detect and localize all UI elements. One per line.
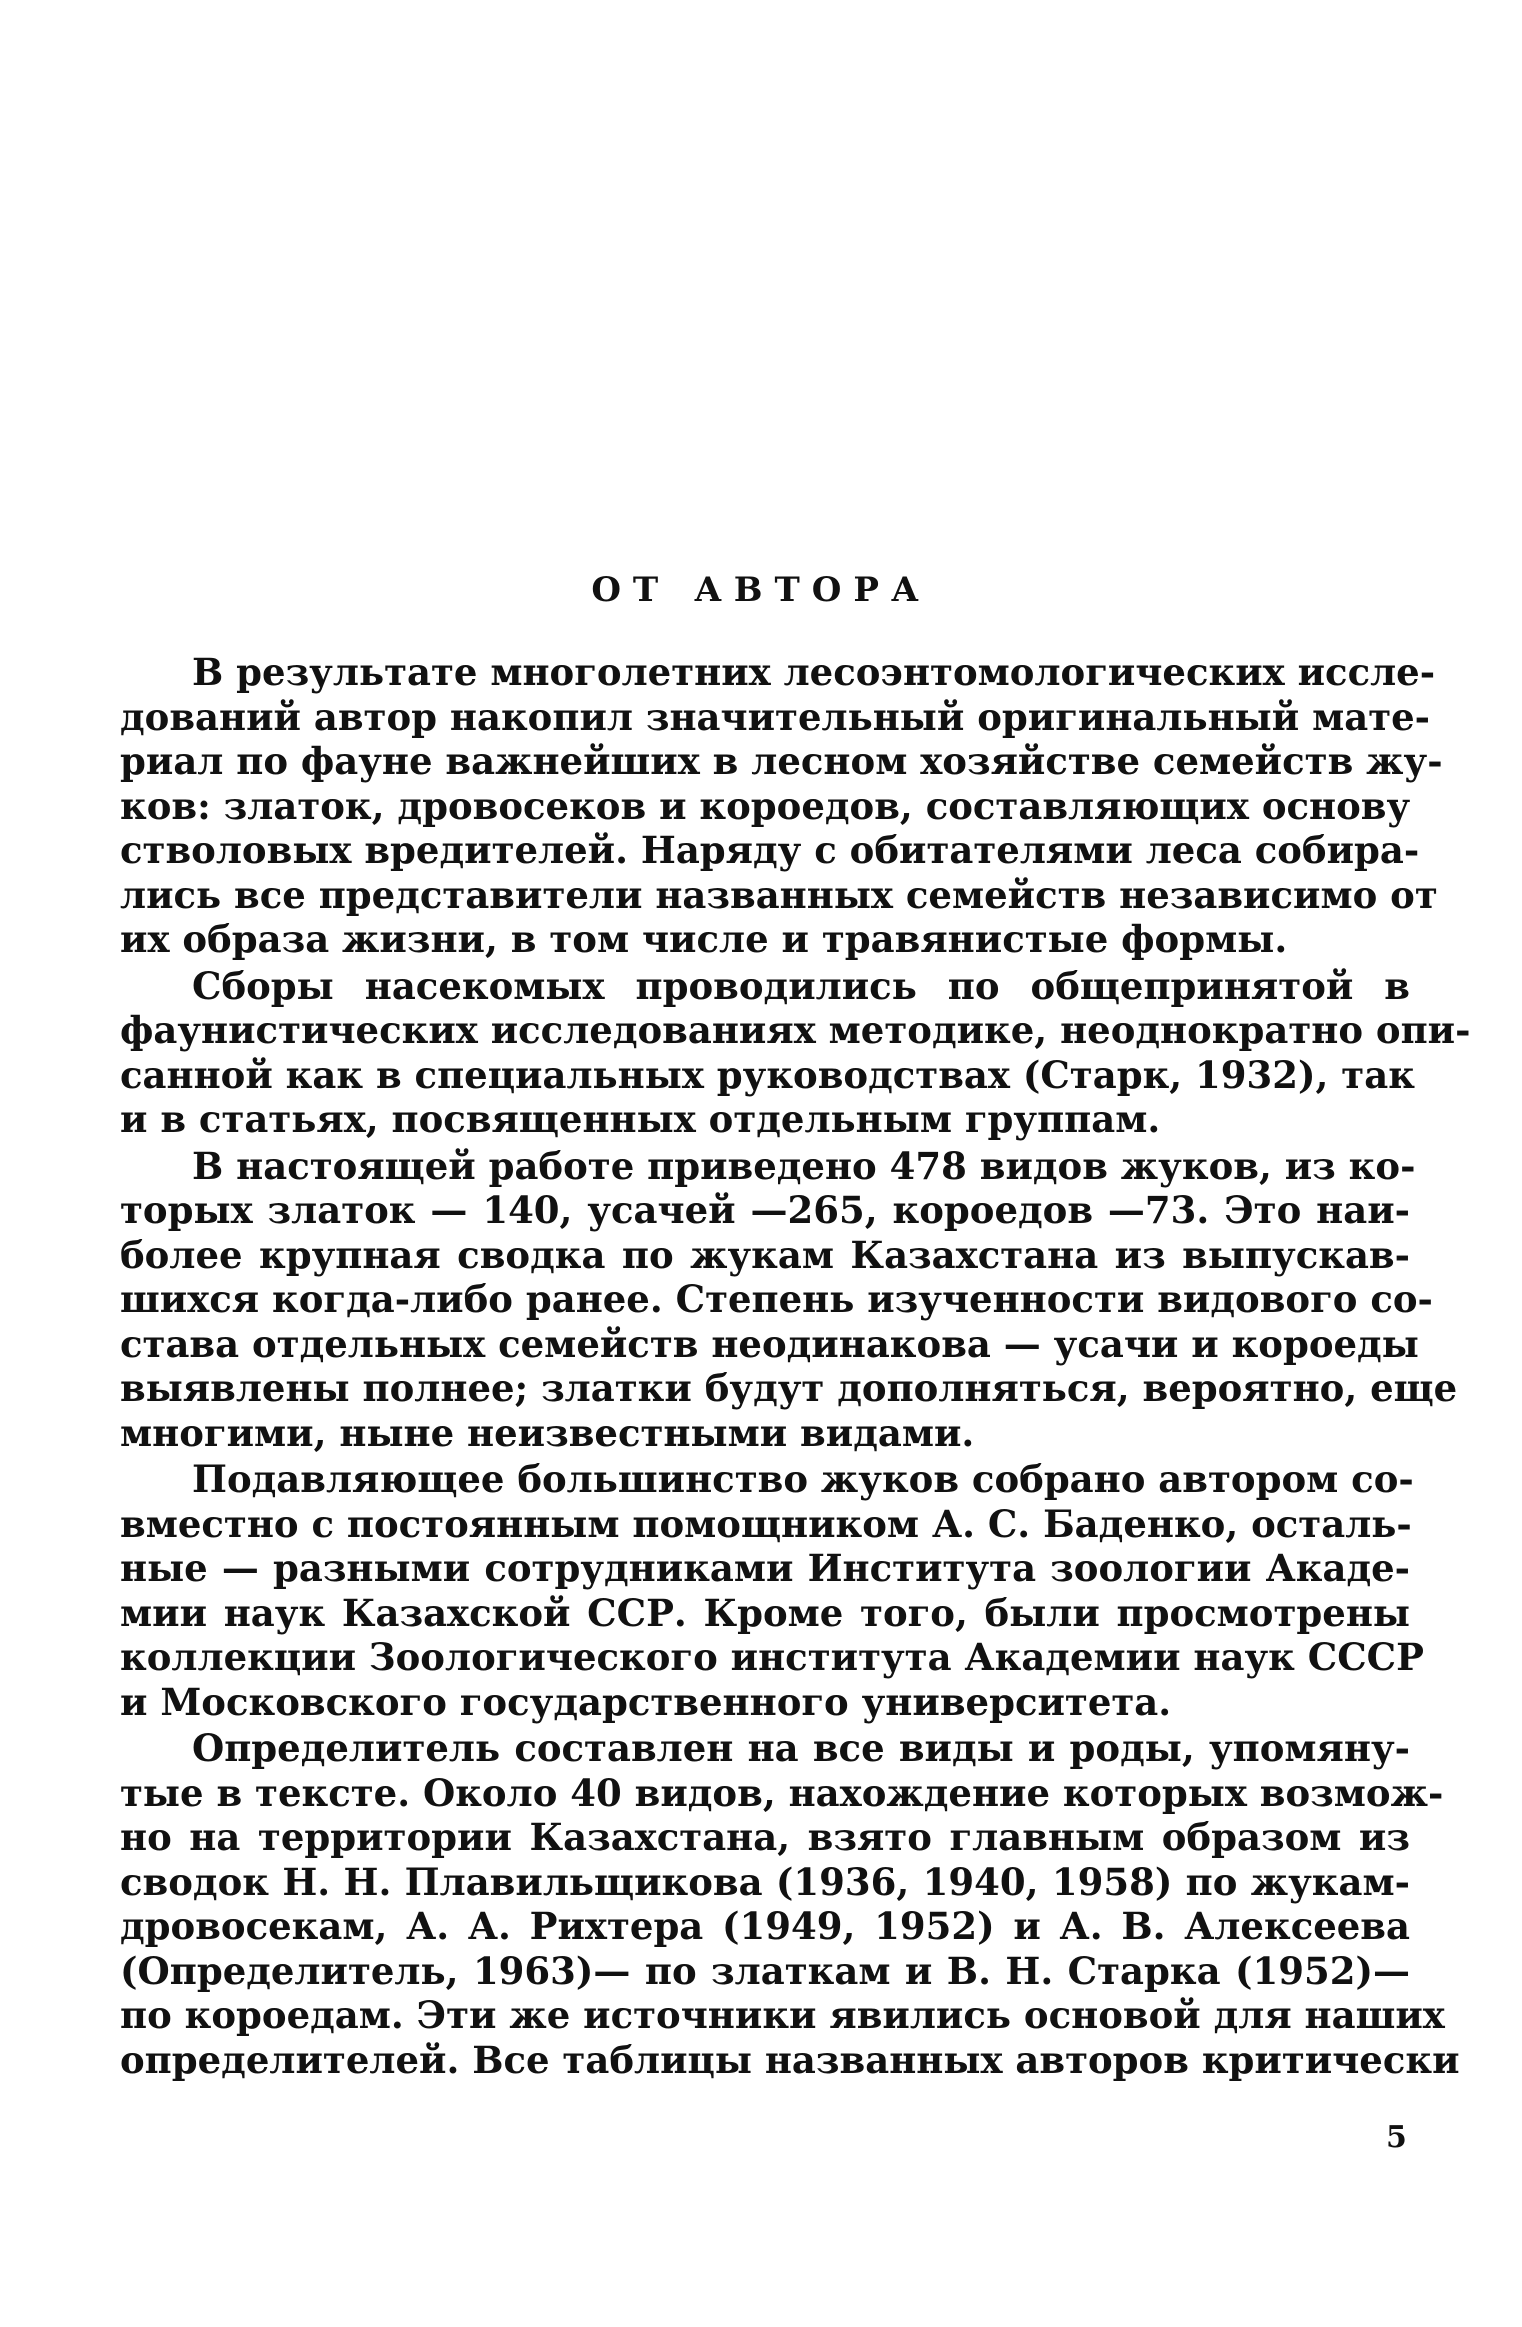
text-line: дровосекам, А. А. Рихтера (1949, 1952) и А. В. Алексеева [120, 1904, 1410, 1948]
text-line: Определитель составлен на все виды и роды, упомяну- [192, 1726, 1410, 1770]
text-line: Сборы насекомых проводились по общепринятой в [192, 963, 1410, 1008]
text-line: Подавляющее большинство жуков собрано автором со- [192, 1457, 1414, 1501]
body-text [120, 650, 1471, 2082]
page-number: 5 [1386, 2120, 1407, 2155]
paragraph [120, 1457, 1424, 1724]
text-line: ные — разными сотрудниками Института зоологии Акаде- [120, 1546, 1410, 1590]
text-line: и в статьях, посвященных отдельным группам. [120, 1097, 1161, 1141]
text-line: санной как в специальных руководствах (Старк, 1932), так [120, 1052, 1415, 1097]
text-line: В результате многолетних лесоэнтомологических иссле- [192, 650, 1436, 694]
text-line: ков: златок, дровосеков и короедов, составляющих основу [120, 783, 1411, 828]
text-line: В настоящей работе приведено 478 видов жуков, из ко- [192, 1143, 1416, 1188]
paragraph [120, 1726, 1460, 2082]
text-line: лись все представители названных семейств независимо от [120, 872, 1438, 917]
text-line: тые в тексте. Около 40 видов, нахождение которых возмож- [120, 1770, 1444, 1815]
text-line: мии наук Казахской ССР. Кроме того, были просмотрены [120, 1590, 1410, 1635]
text-line: дований автор накопил значительный оригинальный мате- [120, 694, 1431, 739]
text-line: вместно с постоянным помощником А. С. Баденко, осталь- [120, 1501, 1412, 1546]
text-line: их образа жизни, в том числе и травянистые формы. [120, 917, 1288, 961]
section-heading: ОТ АВТОРА [591, 570, 931, 610]
text-line: става отдельных семейств неодинакова — усачи и короеды [120, 1321, 1419, 1366]
text-line: шихся когда-либо ранее. Степень изученности видового со- [120, 1277, 1433, 1321]
text-line: (Определитель, 1963)— по златкам и В. Н. Старка (1952)— [120, 1948, 1410, 1993]
text-line: по короедам. Эти же источники явились основой для наших [120, 1993, 1445, 2037]
text-line: риал по фауне важнейших в лесном хозяйстве семейств жу- [120, 739, 1443, 783]
paragraph [120, 963, 1471, 1142]
text-line: определителей. Все таблицы названных авторов критически [120, 2037, 1460, 2082]
text-line: выявлены полнее; златки будут дополняться, вероятно, еще [120, 1366, 1458, 1410]
text-line: более крупная сводка по жукам Казахстана из выпускав- [120, 1232, 1410, 1277]
text-line: фаунистических исследованиях методике, неоднократно опи- [120, 1008, 1471, 1052]
text-line: многими, ныне неизвестными видами. [120, 1410, 975, 1455]
paragraph [120, 1143, 1458, 1456]
text-line: и Московского государственного университета. [120, 1679, 1172, 1724]
paragraph [120, 650, 1443, 962]
text-line: сводок Н. Н. Плавильщикова (1936, 1940, 1958) по жукам- [120, 1859, 1410, 1904]
text-line: но на территории Казахстана, взято главным образом из [120, 1815, 1410, 1859]
text-line: стволовых вредителей. Наряду с обитателями леса собира- [120, 828, 1420, 872]
text-line: коллекции Зоологического института Академии наук СССР [120, 1635, 1424, 1679]
text-line: торых златок — 140, усачей —265, короедов —73. Это наи- [120, 1188, 1410, 1232]
